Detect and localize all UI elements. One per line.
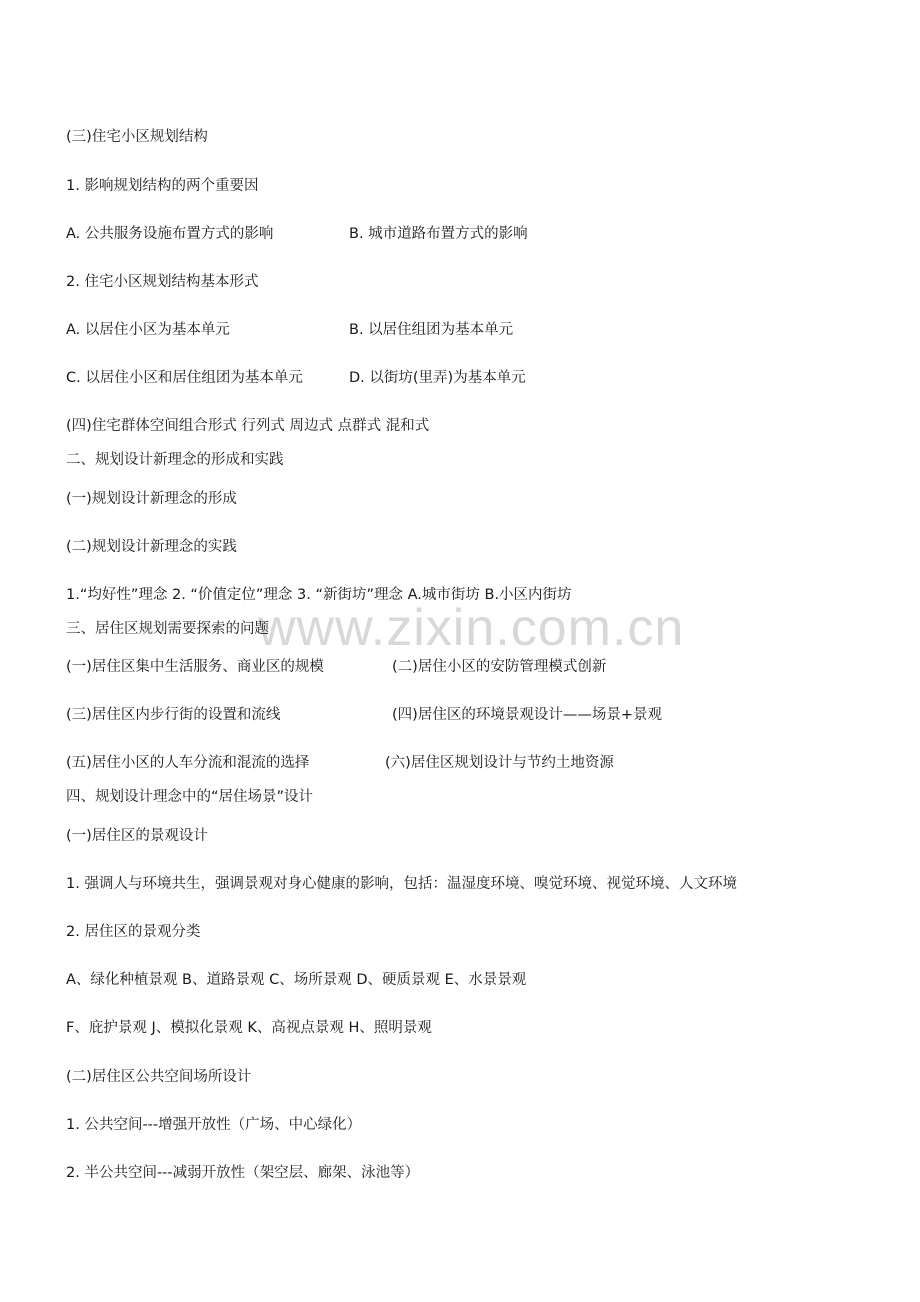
watermark: www.zixin.com.cn <box>258 599 685 657</box>
column-left: (一)居住区集中生活服务、商业区的规模 <box>66 659 324 675</box>
two-column-line <box>66 368 526 388</box>
text-line: 2. 半公共空间---减弱开放性（架空层、廊架、泳池等） <box>66 1165 420 1181</box>
section-heading: (一)居住区的景观设计 <box>66 828 208 844</box>
text-line: 2. 居住区的景观分类 <box>66 924 201 940</box>
column-left: C. 以居住小区和居住组团为基本单元 <box>66 370 303 386</box>
column-right: (四)居住区的环境景观设计——场景+景观 <box>392 707 662 723</box>
text-line: 1. 强调人与环境共生，强调景观对身心健康的影响，包括：温湿度环境、嗅觉环境、视觉环境、人文环境 <box>66 876 737 892</box>
column-left: A. 公共服务设施布置方式的影响 <box>66 226 274 242</box>
two-column-line <box>66 320 514 340</box>
text-line: 1. 影响规划结构的两个重要因 <box>66 178 259 194</box>
two-column-line <box>66 224 528 244</box>
column-right: (六)居住区规划设计与节约土地资源 <box>385 755 614 771</box>
text-line: 1.“均好性”理念 2. “价值定位”理念 3. “新街坊”理念 A.城市街坊 B.小区内街坊 <box>66 587 572 603</box>
column-right: (二)居住小区的安防管理模式创新 <box>392 659 607 675</box>
section-heading: (四)住宅群体空间组合形式 行列式 周边式 点群式 混和式 <box>66 418 430 434</box>
text-line: 1. 公共空间---增强开放性（广场、中心绿化） <box>66 1117 362 1133</box>
section-heading: (二)居住区公共空间场所设计 <box>66 1069 252 1085</box>
column-left: (五)居住小区的人车分流和混流的选择 <box>66 755 310 771</box>
column-left: (三)居住区内步行街的设置和流线 <box>66 707 281 723</box>
chapter-heading: 三、居住区规划需要探索的问题 <box>66 621 269 637</box>
section-heading: (一)规划设计新理念的形成 <box>66 491 237 507</box>
two-column-line <box>66 705 662 725</box>
text-line: A、绿化种植景观 B、道路景观 C、场所景观 D、硬质景观 E、水景景观 <box>66 972 527 988</box>
column-right: B. 城市道路布置方式的影响 <box>349 226 528 242</box>
section-heading: (三)住宅小区规划结构 <box>66 129 208 145</box>
chapter-heading: 四、规划设计理念中的“居住场景”设计 <box>66 789 314 805</box>
column-right: B. 以居住组团为基本单元 <box>349 322 514 338</box>
text-line: F、庇护景观 J、模拟化景观 K、高视点景观 H、照明景观 <box>66 1020 432 1036</box>
chapter-heading: 二、规划设计新理念的形成和实践 <box>66 452 284 468</box>
column-right: D. 以街坊(里弄)为基本单元 <box>349 370 526 386</box>
column-left: A. 以居住小区为基本单元 <box>66 322 230 338</box>
two-column-line <box>66 657 607 677</box>
two-column-line <box>66 753 614 773</box>
text-line: 2. 住宅小区规划结构基本形式 <box>66 274 259 290</box>
section-heading: (二)规划设计新理念的实践 <box>66 539 237 555</box>
